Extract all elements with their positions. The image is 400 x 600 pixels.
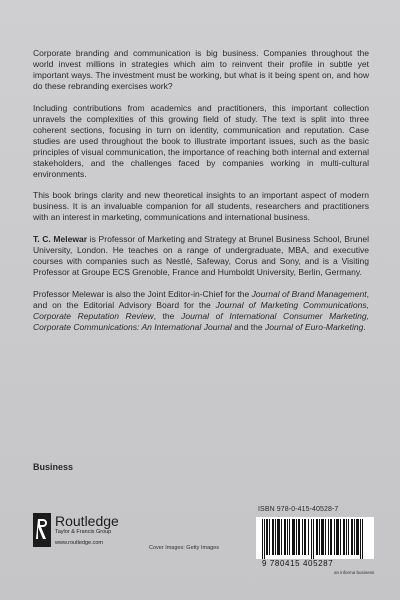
barcode-number: 9 780415 405287 xyxy=(262,559,334,568)
blurb-paragraph-3: This book brings clarity and new theoretical insights to an important aspect of modern business. It is an invaluable companion for all students, researchers and practitioners with an interest in marketing, communications and international business. xyxy=(33,190,369,223)
publisher-group: Taylor & Francis Group xyxy=(55,529,112,535)
publisher-name: Routledge xyxy=(55,513,119,529)
roles-sep: , the xyxy=(153,311,182,322)
informa-tagline: an informa business xyxy=(334,570,375,575)
roles-intro: Professor Melewar is also the Joint Editor-in-Chief for the xyxy=(33,289,252,300)
roles-end: . xyxy=(363,322,366,333)
author-bio xyxy=(33,234,369,278)
roles-mid: , and on the Editorial Advisory Board for the xyxy=(33,289,369,311)
blurb-column xyxy=(33,48,369,344)
subject-category: Business xyxy=(33,462,74,472)
publisher-logo xyxy=(33,513,153,555)
roles-and: and the xyxy=(231,322,266,333)
journal-consumer: Journal of International Consumer Marketing, Corporate Communications: An International Journal xyxy=(33,311,369,333)
routledge-r-icon xyxy=(33,513,51,547)
author-name: T. C. Melewar xyxy=(33,234,88,245)
barcode-bars xyxy=(256,517,374,559)
journal-euro: Journal of Euro-Marketing xyxy=(265,322,364,333)
publisher-url: www.routledge.com xyxy=(55,540,103,546)
cover-credit: Cover Images: Getty Images xyxy=(149,545,219,551)
journal-brand: Journal of Brand Management xyxy=(251,289,367,300)
author-bio-text: is Professor of Marketing and Strategy at Brunel Business School, Brunel University, London. He teaches on a range of undergraduate, MBA, and executive courses with companies such as Nestlé, Safeway, Corus and Sony, and is a Visiting Professor at Groupe ECS Grenoble, France and Humboldt University, Berlin, Germany. xyxy=(33,234,369,278)
author-roles xyxy=(33,289,369,333)
isbn-label: ISBN 978-0-415-40528-7 xyxy=(258,506,339,513)
barcode xyxy=(256,517,374,559)
blurb-paragraph-1: Corporate branding and communication is big business. Companies throughout the world invest millions in strategies which aim to reinvent their profile in subtle yet important ways. The investment must be working, but what is it being spent on, and how do these rebranding exercises work? xyxy=(33,48,369,91)
blurb-paragraph-2: Including contributions from academics and practitioners, this important collection unravels the complexities of this growing field of study. The text is split into three coherent sections, focusing in turn on identity, communication and reputation. Case studies are used throughout the book to illustrate important issues, such as the basic principles of visual communication, the importance of reaching both internal and external stakeholders, and the challenges faced by companies working in multi-cultural environments. xyxy=(33,102,369,179)
journal-marketing-comm: Journal of Marketing Communications, Corporate Reputation Review xyxy=(33,300,369,322)
